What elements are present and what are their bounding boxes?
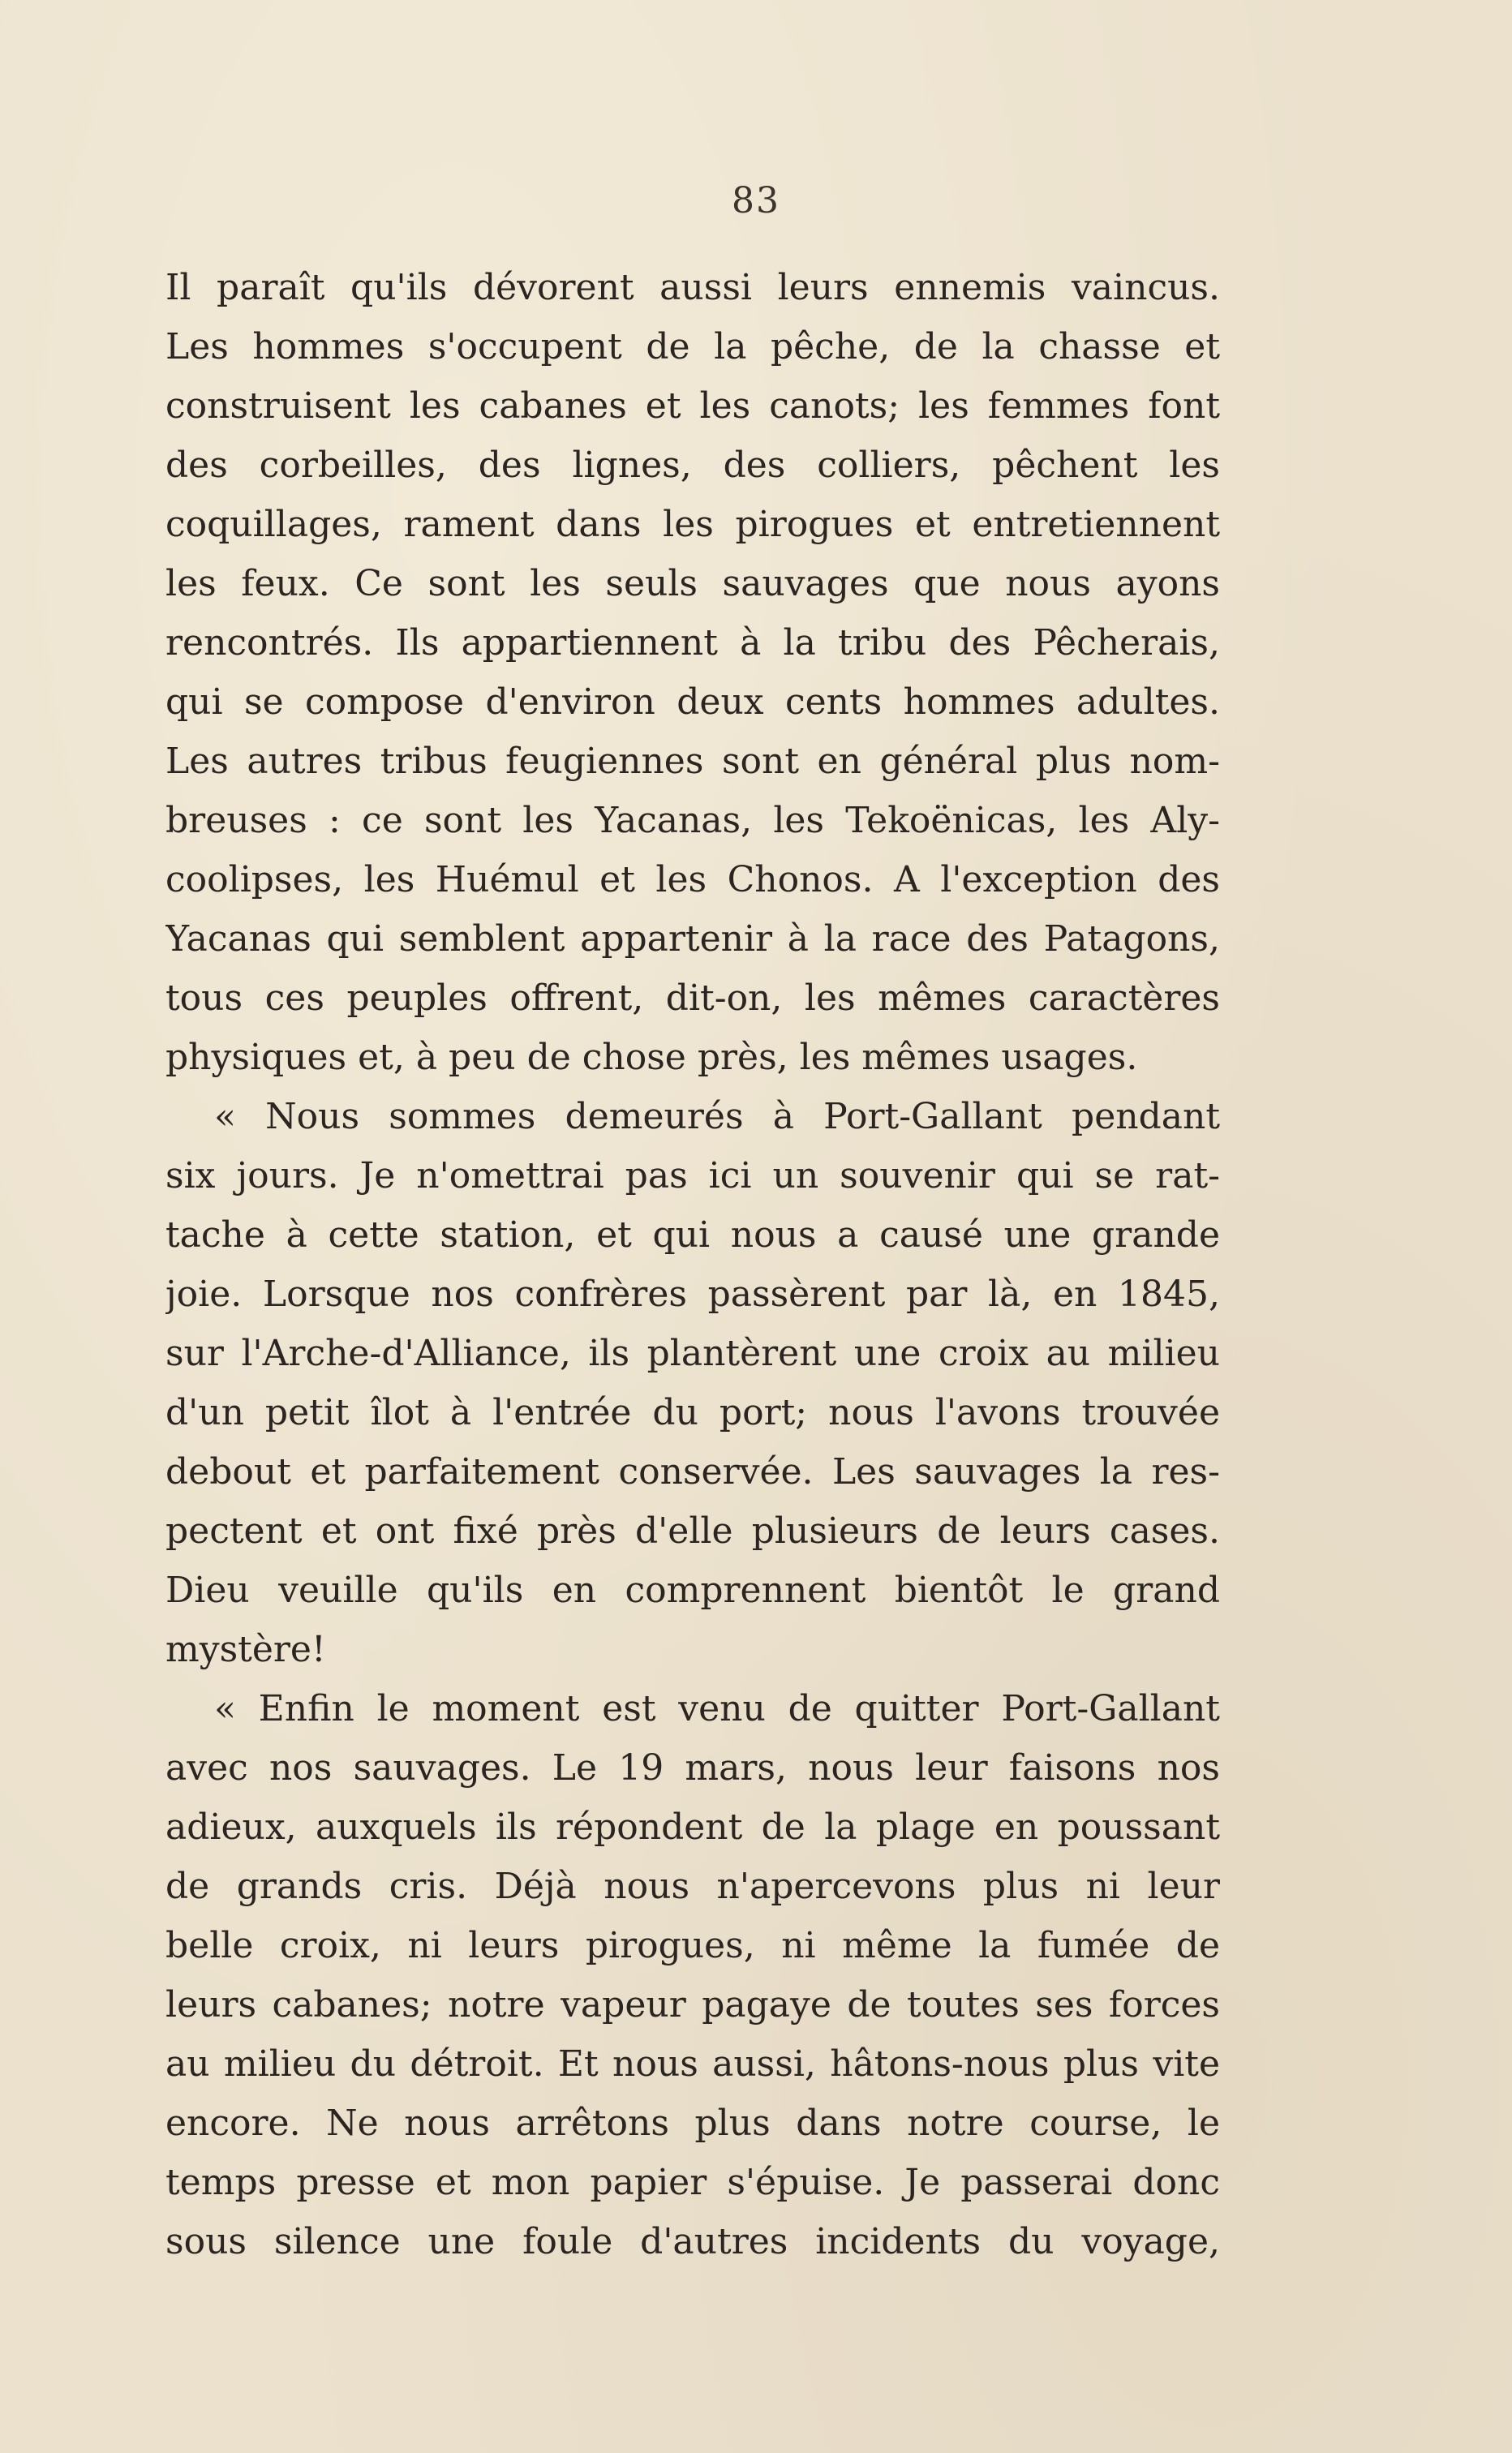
text-line: « Enfin le moment est venu de quitter Port-Gallant <box>214 1688 1220 1729</box>
text-line: coolipses, les Huémul et les Chonos. A l'exception des <box>165 859 1220 900</box>
text-line: leurs cabanes; notre vapeur pagaye de toutes ses forces <box>165 1984 1220 2026</box>
text-line: adieux, auxquels ils répondent de la plage en poussant <box>165 1806 1220 1848</box>
text-line: sur l'Arche-d'Alliance, ils plantèrent une croix au milieu <box>165 1333 1220 1374</box>
text-line: sous silence une foule d'autres incidents du voyage, <box>165 2221 1220 2262</box>
text-line: construisent les cabanes et les canots; les femmes font <box>165 385 1220 427</box>
text-line: joie. Lorsque nos confrères passèrent par là, en 1845, <box>165 1274 1220 1315</box>
text-line: « Nous sommes demeurés à Port-Gallant pendant <box>214 1096 1220 1137</box>
text-line: Il paraît qu'ils dévorent aussi leurs ennemis vaincus. <box>165 267 1220 308</box>
text-line: six jours. Je n'omettrai pas ici un souvenir qui se rat- <box>165 1155 1220 1196</box>
text-line: au milieu du détroit. Et nous aussi, hâtons-nous plus vite <box>165 2043 1220 2085</box>
text-line: tache à cette station, et qui nous a causé une grande <box>165 1214 1220 1256</box>
text-line: Dieu veuille qu'ils en comprennent bientôt le grand <box>165 1570 1220 1611</box>
text-line: tous ces peuples offrent, dit-on, les mêmes caractères <box>165 977 1220 1019</box>
text-line: belle croix, ni leurs pirogues, ni même la fumée de <box>165 1925 1220 1966</box>
text-line: encore. Ne nous arrêtons plus dans notre course, le <box>165 2103 1220 2144</box>
text-line: coquillages, rament dans les pirogues et entretiennent <box>165 504 1220 545</box>
text-line: pectent et ont fixé près d'elle plusieurs de leurs cases. <box>165 1510 1220 1552</box>
text-line: d'un petit îlot à l'entrée du port; nous l'avons trouvée <box>165 1392 1220 1433</box>
page-number: 83 <box>732 180 780 221</box>
text-line: temps presse et mon papier s'épuise. Je passerai donc <box>165 2162 1220 2203</box>
text-line: de grands cris. Déjà nous n'apercevons plus ni leur <box>165 1866 1220 1907</box>
text-line: Yacanas qui semblent appartenir à la race des Patagons, <box>165 918 1220 960</box>
text-line: qui se compose d'environ deux cents hommes adultes. <box>165 681 1220 723</box>
text-line: physiques et, à peu de chose près, les mêmes usages. <box>165 1037 1138 1078</box>
text-line: Les autres tribus feugiennes sont en général plus nom- <box>165 741 1220 782</box>
text-line: des corbeilles, des lignes, des colliers, pêchent les <box>165 445 1220 486</box>
text-line: breuses : ce sont les Yacanas, les Tekoënicas, les Aly- <box>165 800 1220 841</box>
text-line: avec nos sauvages. Le 19 mars, nous leur faisons nos <box>165 1747 1220 1789</box>
text-line: Les hommes s'occupent de la pêche, de la chasse et <box>165 326 1220 367</box>
text-line: les feux. Ce sont les seuls sauvages que nous ayons <box>165 563 1220 604</box>
body-text <box>165 258 1220 2271</box>
text-line: rencontrés. Ils appartiennent à la tribu des Pêcherais, <box>165 622 1220 664</box>
text-line: debout et parfaitement conservée. Les sauvages la res- <box>165 1451 1220 1493</box>
text-line: mystère! <box>165 1629 326 1670</box>
